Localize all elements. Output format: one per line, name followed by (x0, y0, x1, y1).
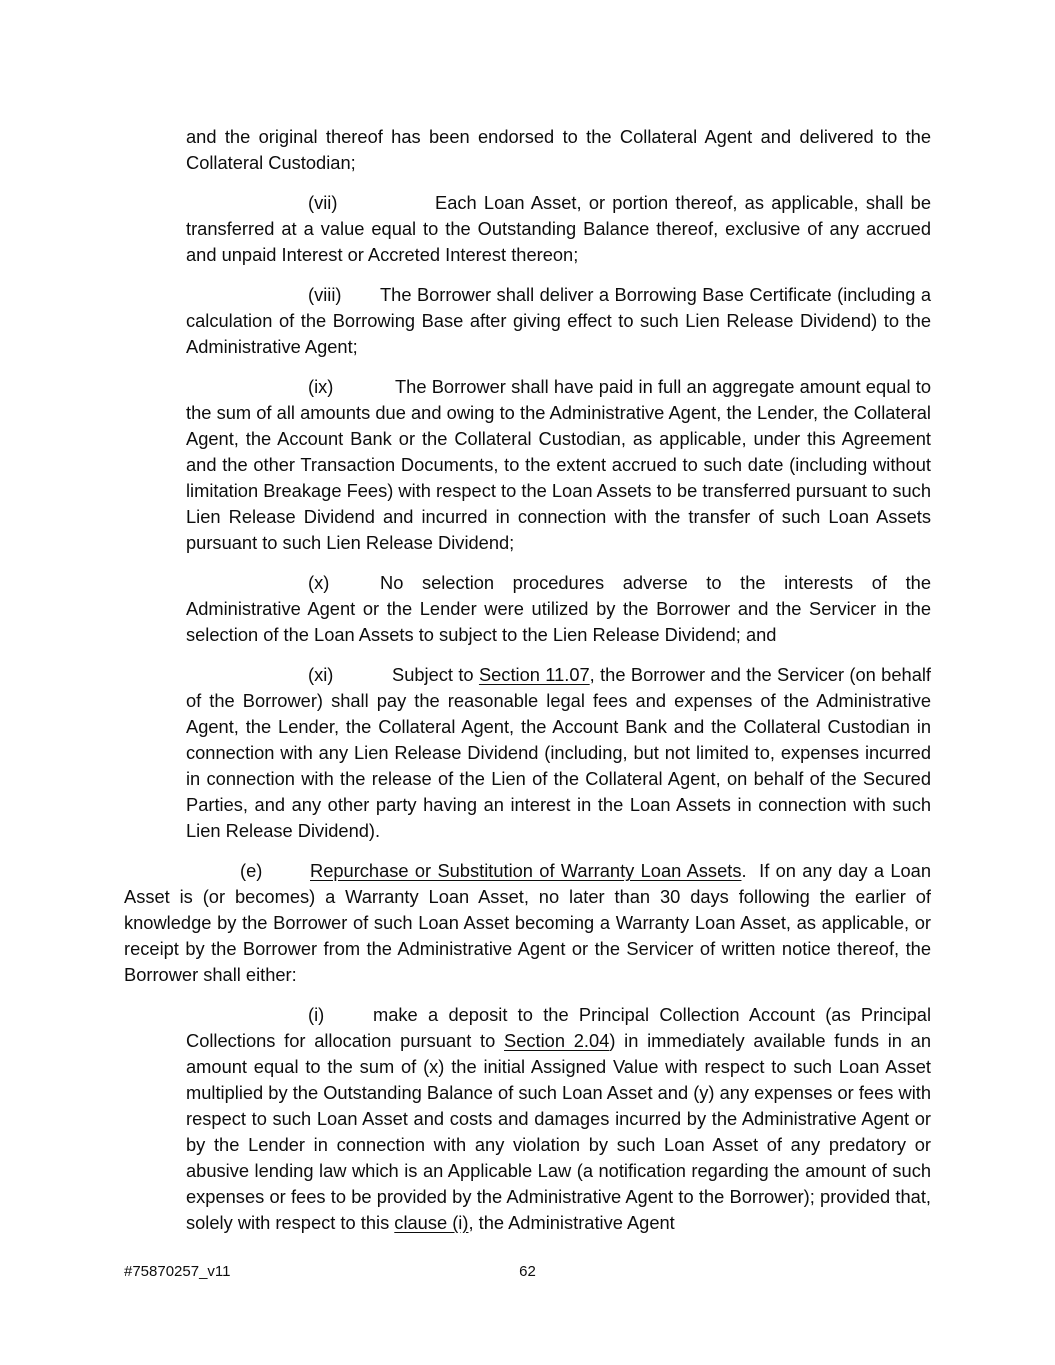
clause-number: (e) (240, 860, 263, 881)
paragraph-text: make a deposit to the Principal Collection Account (as Principal Collections for allocation pursuant to (186, 1004, 931, 1051)
paragraph-text: Subject to (392, 664, 479, 685)
paragraph-text: , the Borrower and the Servicer (on behalf of the Borrower) shall pay the reasonable legal fees and expenses of the Administrative Agent, the Lender, the Collateral Agent, the Account Bank and the Collateral Custodian in connection with any Lien Release Dividend (including, but not limited to, expenses incurred in connection with the release of the Lien of the Collateral Agent, on behalf of the Secured Parties, and any other party having an interest in the Loan Assets in connection with such Lien Release Dividend). (186, 664, 931, 841)
paragraph-text: Each Loan Asset, or portion thereof, as applicable, shall be transferred at a value equal to the Outstanding Balance thereof, exclusive of any accrued and unpaid Interest or Accreted Interest thereon; (186, 192, 931, 265)
clause-x (186, 570, 931, 648)
cross-reference-underlined: Repurchase or Substitution of Warranty Loan Assets (310, 860, 742, 881)
paragraph-continuation (186, 124, 931, 176)
clause-xi (186, 662, 931, 844)
cross-reference-underlined: Section 11.07 (478, 664, 590, 685)
paragraph-text: No selection procedures adverse to the interests of the Administrative Agent or the Lender were utilized by the Borrower and the Servicer in the selection of the Loan Assets to subject to the Lien Release Dividend; and (186, 572, 931, 645)
clause-number: (xi) (308, 664, 334, 685)
cross-reference-underlined: Section 2.04 (504, 1030, 610, 1051)
clause-ix (186, 374, 931, 556)
clause-number: (x) (308, 572, 330, 593)
paragraph-text: . If on any day a Loan Asset is (or becomes) a Warranty Loan Asset, no later than 30 days following the earlier of knowledge by the Borrower of such Loan Asset becoming a Warranty Loan Asset, as applicable, or receipt by the Borrower from the Administrative Agent or the Servicer of written notice thereof, the Borrower shall either: (124, 860, 931, 985)
paragraph-text: The Borrower shall deliver a Borrowing Base Certificate (including a calculation of the Borrowing Base after giving effect to such Lien Release Dividend) to the Administrative Agent; (186, 284, 931, 357)
paragraph-text: ) in immediately available funds in an amount equal to the sum of (x) the initial Assigned Value with respect to such Loan Asset multiplied by the Outstanding Balance of such Loan Asset and (y) any expenses or fees with respect to such Loan Asset and costs and damages incurred by the Administrative Agent or by the Lender in connection with any violation by such Loan Asset of any predatory or abusive lending law which is an Applicable Law (a notification regarding the amount of such expenses or fees to be provided by the Administrative Agent to the Borrower); provided that, solely with respect to this (186, 1030, 931, 1233)
clause-e (124, 858, 931, 988)
footer-doc-ref: #75870257_v11 (124, 1263, 231, 1280)
clause-number: (viii) (308, 284, 342, 305)
clause-i (186, 1002, 931, 1236)
clause-vii (186, 190, 931, 268)
clause-number: (vii) (308, 192, 338, 213)
clause-number: (ix) (308, 376, 334, 397)
clause-viii (186, 282, 931, 360)
clause-number: (i) (308, 1004, 325, 1025)
document-body (124, 124, 931, 1236)
paragraph-text: and the original thereof has been endorsed to the Collateral Agent and delivered to the Collateral Custodian; (186, 126, 931, 173)
paragraph-text: , the Administrative Agent (468, 1212, 675, 1233)
footer-page-number: 62 (519, 1263, 536, 1280)
cross-reference-underlined: clause (i) (394, 1212, 469, 1233)
paragraph-text: The Borrower shall have paid in full an aggregate amount equal to the sum of all amounts due and owing to the Administrative Agent, the Lender, the Collateral Agent, the Account Bank or the Collateral Custodian, as applicable, under this Agreement and the other Transaction Documents, to the extent accrued to such date (including without limitation Breakage Fees) with respect to the Loan Assets to be transferred pursuant to such Lien Release Dividend and incurred in connection with the transfer of such Loan Assets pursuant to such Lien Release Dividend; (186, 376, 931, 553)
